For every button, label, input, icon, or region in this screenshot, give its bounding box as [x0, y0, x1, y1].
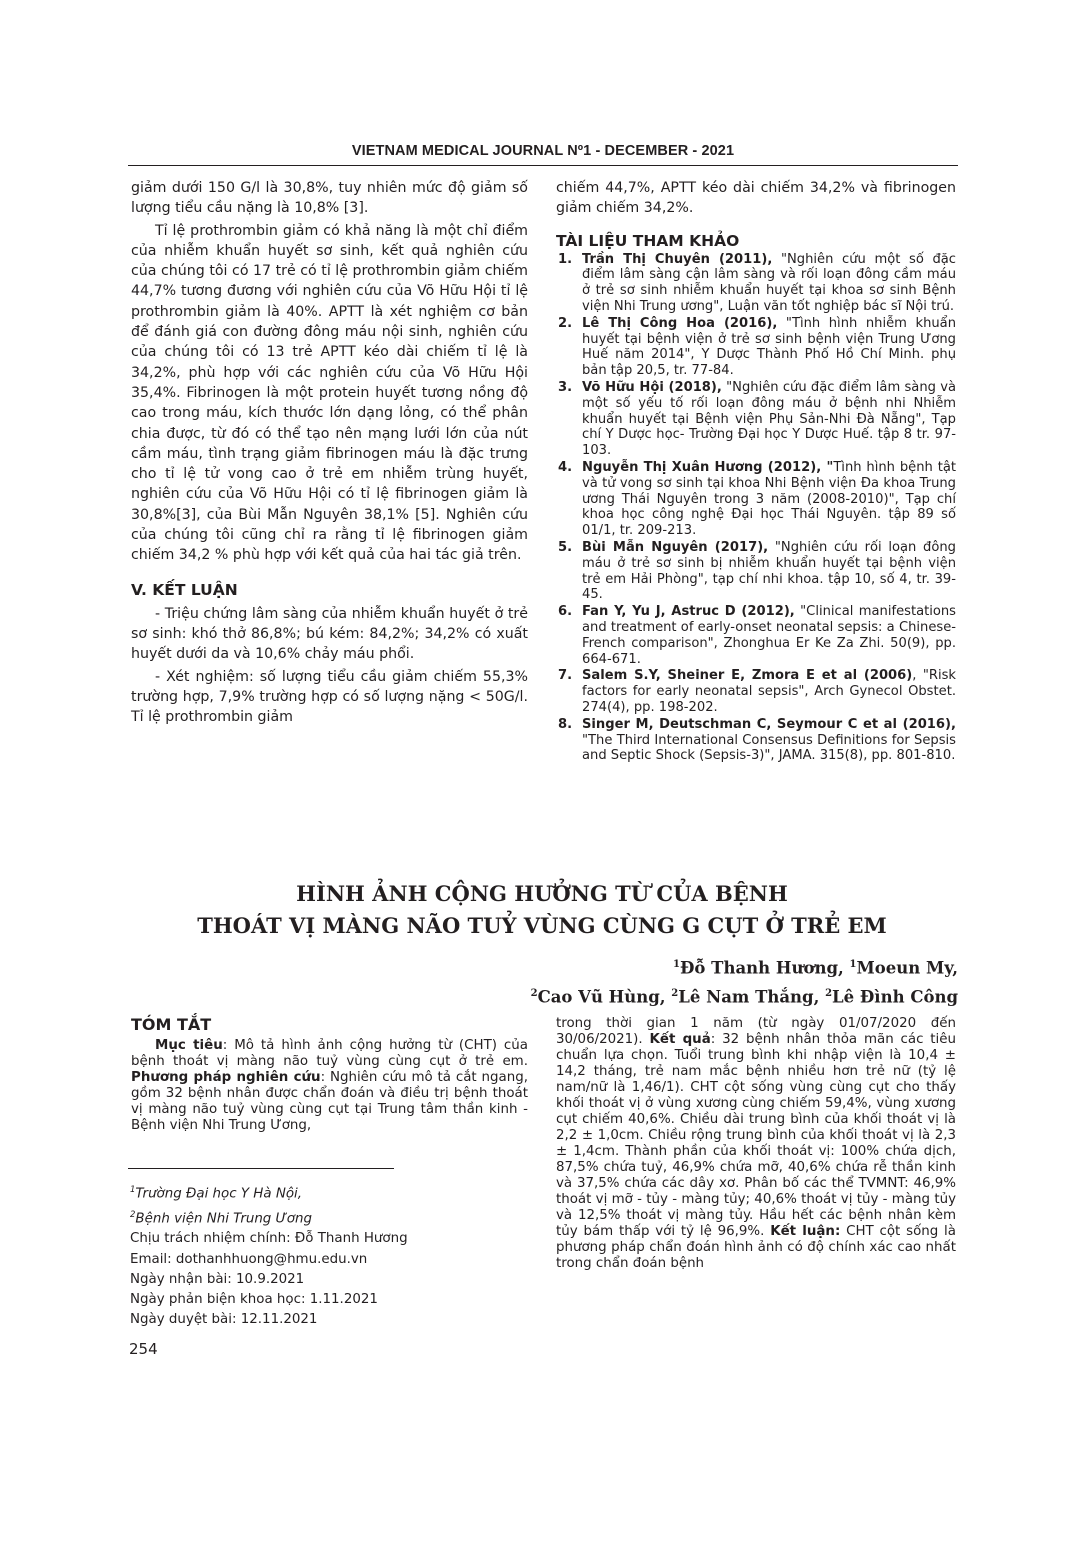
journal-running-header: VIETNAM MEDICAL JOURNAL Nº1 - DECEMBER - 2021 [351, 143, 735, 159]
section-heading-references: TÀI LIỆU THAM KHẢO [556, 231, 740, 250]
abstract-text: : Mô tả hình ảnh cộng hưởng từ (CHT) của bệnh thoát vị màng não tuỷ vùng cùng cụt ở trẻ em. [131, 1038, 528, 1069]
footnotes [130, 1180, 408, 1330]
abstract-left-column [131, 1014, 528, 1134]
reference-item [556, 380, 956, 459]
reference-list [556, 252, 956, 765]
affiliation-marker: 1 [130, 1185, 136, 1195]
left-column [131, 178, 528, 727]
reference-number: 5. [558, 539, 573, 555]
affiliation-marker: 2 [671, 987, 679, 999]
header-rule [128, 165, 958, 166]
affiliation-marker: 2 [530, 987, 538, 999]
date-received: Ngày nhận bài: 10.9.2021 [130, 1271, 305, 1287]
reference-author: Salem S.Y, Sheiner E, Zmora E et al (2006) [582, 668, 913, 684]
reference-item [556, 668, 956, 715]
article-title [120, 878, 964, 942]
reference-text: Tình hình bệnh tật và tử vong sơ sinh tại khoa Nhi Bệnh viện Đa khoa Trung ương Thái Nguyên trong 3 năm (2008-2010)", Tạp chí khoa học công nghệ Đại học Thái Nguyên. tập 89 số 01/1, tr. 209-213. [582, 459, 956, 539]
reference-text: "Nghiên cứu rối loạn đông máu ở trẻ sơ sinh bị nhiễm khuẩn huyết tại bệnh viện trẻ em Hải Phòng", tạp chí nhi khoa. tập 10, số 4, tr. 39-45. [582, 539, 956, 603]
abstract-paragraph-1 [131, 1038, 528, 1134]
abstract-label-results: Kết quả [649, 1032, 711, 1047]
reference-author: Singer M, Deutschman C, Seymour C et al (2016), [582, 716, 956, 732]
authors-line-2 [531, 981, 958, 1010]
reference-author: Nguyễn Thị Xuân Hương (2012), " [582, 459, 834, 475]
left-paragraph-2: Tỉ lệ prothrombin giảm có khả năng là một chỉ điểm của nhiễm khuẩn huyết sơ sinh, kết quả nghiên cứu của chúng tôi có 17 trẻ có tỉ lệ prothrombin giảm chiếm 44,7% tương đương với nghiên cứu của Võ Hữu Hội tỉ lệ prothrombin giảm là 40%. APTT là xét nghiệm cơ bản để đánh giá con đường đông máu nội sinh, nghiên cứu của chúng tôi có 13 trẻ APTT kéo dài chiếm tỉ lệ là 34,2%, phù hợp với các nghiên cứu của Võ Hữu Hội 35,4%. Fibrinogen là một protein huyết tương nồng độ cao trong máu, kích thước lớn dạng lỏng, có thể phân chia được, từ đó có thể tạo nên mạng lưới lớn của nút cầm máu, tình trạng giảm fibrinogen máu là đặc trưng cho tỉ lệ tử vong cao ở trẻ em nhiễm trùng huyết, nghiên cứu của Võ Hữu Hội có tỉ lệ fibrinogen giảm là 30,8%[3], của Bùi Mẫn Nguyên 38,1% [5]. Nghiên cứu của chúng tôi cũng chỉ ra rằng tỉ lệ fibrinogen giảm chiếm 34,2 % phù hợp với kết quả của hai tác giả trên. [131, 222, 528, 564]
reference-number: 2. [558, 315, 573, 331]
reference-item [556, 604, 956, 667]
reference-author: Lê Thị Công Hoa (2016), [582, 315, 778, 331]
abstract-text: CHT cột sống là phương pháp chẩn đoán hình ảnh có độ chính xác cao nhất trong chẩn đoán bệnh [556, 1224, 956, 1271]
author-name: Đỗ Thanh Hương, [680, 958, 850, 978]
left-paragraph-3: - Triệu chứng lâm sàng của nhiễm khuẩn huyết ở trẻ sơ sinh: khó thở 86,8%; bú kém: 84,2%; 34,2% có xuất huyết dưới da và 10,6% chảy máu phổi. [131, 605, 528, 663]
abstract-label-objective: Mục tiêu [155, 1038, 223, 1053]
reference-item [556, 717, 956, 764]
author-name: Lê Nam Thắng, [678, 987, 826, 1006]
footnote-rule [128, 1168, 394, 1169]
reference-text: "The Third International Consensus Definitions for Sepsis and Septic Shock (Sepsis-3)", JAMA. 315(8), pp. 801-810. [582, 732, 956, 764]
reference-item [556, 316, 956, 379]
reference-number: 8. [558, 716, 573, 732]
affiliation-marker: 2 [130, 1209, 136, 1220]
affiliation-marker: 1 [673, 959, 680, 970]
abstract-paragraph-2 [556, 1016, 956, 1272]
affiliation-marker: 1 [849, 959, 857, 970]
reference-text: "Nghiên cứu một số đặc điểm lâm sàng cận lâm sàng và rối loạn đông cầm máu ở trẻ sơ sinh nhiễm khuẩn huyết tại khoa sơ sinh Bệnh viện Nhi Trung ương", Luận văn tốt nghiệp bác sĩ Nội trú. [582, 251, 956, 314]
page-number: 254 [129, 1340, 158, 1358]
right-column [556, 178, 956, 765]
reference-text: , "Risk factors for early neonatal sepsis", Arch Gynecol Obstet. 274(4), pp. 198-202. [582, 668, 956, 715]
reference-author: Bùi Mẫn Nguyên (2017), [582, 539, 769, 555]
right-paragraph-1: chiếm 44,7%, APTT kéo dài chiếm 34,2% và fibrinogen giảm chiếm 34,2%. [556, 180, 956, 217]
left-paragraph-4: - Xét nghiệm: số lượng tiểu cầu giảm chiếm 55,3% trường hợp, 7,9% trường hợp có số lượng nặng < 50G/l. Tỉ lệ prothrombin giảm [131, 668, 528, 726]
responsible-author: Chịu trách nhiệm chính: Đỗ Thanh Hương [130, 1231, 408, 1247]
abstract-text: trong thời gian 1 năm (từ ngày 01/07/2020 đến 30/06/2021). [556, 1016, 956, 1047]
abstract-right-column [556, 1016, 956, 1272]
reference-author: Fan Y, Yu J, Astruc D (2012), [582, 604, 795, 620]
reference-number: 7. [558, 668, 573, 684]
article-authors [531, 952, 958, 1009]
reference-number: 3. [558, 379, 573, 395]
article-title-line-2: THOÁT VỊ MÀNG NÃO TUỶ VÙNG CÙNG G CỤT Ở TRẺ EM [197, 913, 887, 938]
left-paragraph-1: giảm dưới 150 G/l là 30,8%, tuy nhiên mức độ giảm số lượng tiểu cầu nặng là 10,8% [3]. [131, 180, 528, 217]
reference-author: Trần Thị Chuyên (2011), [582, 251, 773, 267]
reference-number: 6. [558, 604, 573, 620]
reference-text: "Nghiên cứu đặc điểm lâm sàng và một số yếu tố rối loạn đông máu ở bệnh nhi Nhiễm khuẩn huyết tại Bệnh viện Phụ Sản-Nhi Đà Nẵng", Tạp chí Y Dược học- Trường Đại học Y Dược Huế. tập 8 tr. 97-103. [582, 379, 956, 459]
reference-item [556, 460, 956, 539]
authors-line-1 [531, 952, 958, 981]
reference-number: 4. [558, 459, 573, 475]
date-reviewed: Ngày phản biện khoa học: 1.11.2021 [130, 1291, 378, 1307]
affiliation-1 [130, 1180, 408, 1205]
reference-author: Võ Hữu Hội (2018), [582, 379, 722, 395]
author-name: Lê Đình Công [832, 987, 958, 1006]
abstract-heading: TÓM TẮT [131, 1015, 212, 1034]
date-approved: Ngày duyệt bài: 12.11.2021 [130, 1312, 318, 1328]
section-heading-conclusion: V. KẾT LUẬN [131, 580, 238, 599]
reference-item [556, 252, 956, 315]
abstract-text: : Nghiên cứu mô tả cắt ngang, gồm 32 bệnh nhân được chẩn đoán và điều trị bệnh thoát vị màng não tuỷ vùng cùng cụt tại Trung tâm thần kinh - Bệnh viện Nhi Trung Ương, [131, 1070, 528, 1133]
reference-item [556, 540, 956, 603]
article-title-line-1: HÌNH ẢNH CỘNG HƯỞNG TỪ CỦA BỆNH [296, 881, 788, 906]
abstract-label-method: Phương pháp nghiên cứu [131, 1070, 321, 1085]
affiliation-text: Bệnh viện Nhi Trung Ương [135, 1211, 312, 1227]
reference-text: "Tình hình nhiễm khuẩn huyết tại bệnh viện ở trẻ sơ sinh bệnh viện Trung Ương Huế năm 2014", Y Dược Thành Phố Hồ Chí Minh. phụ bản tập 20,5, tr. 77-84. [582, 315, 956, 379]
affiliation-marker: 2 [825, 987, 833, 999]
abstract-label-conclusion: Kết luận: [770, 1224, 841, 1239]
reference-text: "Clinical manifestations and treatment of early-onset neonatal sepsis: a Chinese-French comparison", Zhonghua Er Ke Za Zhi. 50(9), pp. 664-671. [582, 604, 957, 667]
affiliation-2 [130, 1205, 408, 1230]
reference-number: 1. [558, 251, 573, 267]
affiliation-text: Trường Đại học Y Hà Nội, [135, 1186, 302, 1202]
author-name: Cao Vũ Hùng, [537, 987, 672, 1006]
abstract-text: : 32 bệnh nhân thỏa mãn các tiêu chuẩn lựa chọn. Tuổi trung bình khi nhập viện là 10,4 ± 14,2 tháng, trẻ nam mắc bệnh nhiều hơn trẻ nữ (tỷ lệ nam/nữ là 1,46/1). CHT cột sống vùng cùng cụt cho thấy khối thoát vị ở vùng xương cùng chiếm 59,4%, vùng xương cụt chiếm 40,6%. Chiều dài trung bình của khối thoát vị là 2,2 ± 1,0cm. Chiều rộng trung bình của khối thoát vị là 2,3 ± 1,4cm. Thành phần của khối thoát vị: 100% chứa dịch, 87,5% chứa tuỷ, 46,9% chứa mỡ, 40,6% chứa rễ thần kinh và 37,5% chứa các dây xơ. Phân bố các thể TVMNT: 46,9% thoát vị mỡ - tủy - màng tủy; 40,6% thoát vị tủy - màng tủy và 12,5% thoát vị màng tủy. Hầu hết các bệnh nhân kèm tủy bám thấp với tỷ lệ 96,9%. [556, 1032, 956, 1239]
author-name: Moeun My, [856, 958, 958, 978]
contact-email: Email: dothanhhuong@hmu.edu.vn [130, 1251, 368, 1267]
